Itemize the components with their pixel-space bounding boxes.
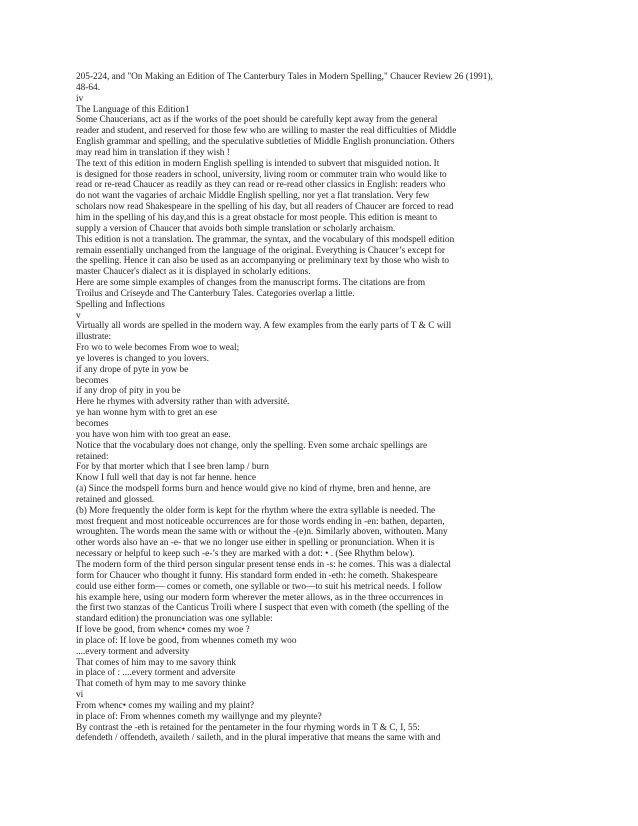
text-line: That cometh of hym may to me savory thinke [76,679,246,690]
text-line: remain essentially unchanged from the language of the original. Everything is Chaucer’s except for [76,245,445,256]
text-line: read or re-read Chaucer as readily as they can read or re-read other classics in English: readers who [76,180,446,191]
text-line: defendeth / offendeth, availeth / saileth, and in the plural imperative that means the same with and [76,733,441,744]
text-line: vi [76,690,84,701]
text-line: Know I full well that day is not far henne. hence [76,473,256,484]
text-line: retained: [76,451,109,462]
text-line: supply a version of Chaucer that avoids both simple translation or scholarly archaism. [76,223,396,234]
text-line: scholars now read Shakespeare in the spelling of his day, but all readers of Chaucer are forced to read [76,202,454,213]
text-line: the spelling. Hence it can also be used as an accompanying or preliminary text by those who wish to [76,256,450,267]
text-line: is designed for those readers in school, university, living room or commuter train who would like to [76,169,447,180]
text-line: master Chaucer's dialect as it is displayed in scholarly editions. [76,267,311,278]
text-line: in place of : ....every torment and adversite [76,668,236,679]
text-line: Spelling and Inflections [76,299,165,310]
text-line: retained and glossed. [76,494,155,505]
text-line: becomes [76,419,109,429]
text-line: may read him in translation if they wish ! [76,147,230,158]
text-line: Here he rhymes with adversity rather than with adversité. [76,397,290,408]
text-line: (b) More frequently the older form is kept for the rhythm where the extra syllable is needed. The [76,505,436,516]
text-line: wroughten. The words mean the same with or without the -(e)n. Similarly aboven, withouten. Many [76,527,448,538]
text-line: Virtually all words are spelled in the modern way. A few examples from the early parts of T & C will [76,321,452,332]
text-line: Here are some simple examples of changes from the manuscript forms. The citations are from [76,278,426,289]
text-line: if any drop of pity in you be [76,386,181,397]
text-line: illustrate: [76,332,112,343]
text-line: Some Chaucerians, act as if the works of the poet should be carefully kept away from the general [76,115,438,126]
text-line: Notice that the vocabulary does not change, only the spelling. Even some archaic spellings are [76,440,428,451]
text-line: standard edition) the pronunciation was one syllable: [76,614,273,625]
text-line: The Language of this Edition1 [76,104,190,115]
text-line: (a) Since the modspell forms burn and hence would give no kind of rhyme, bren and henne, are [76,484,431,495]
text-line: That comes of him may to me savory think [76,657,237,668]
text-line: in place of: From whennes cometh my waillynge and my pleynte? [76,711,322,722]
text-line: 48-64. [76,82,101,93]
text-line: the first two stanzas of the Canticus Troili where I suspect that even with cometh (the spelling of the [76,603,449,614]
text-line: could use either form— comes or cometh, one syllable or two—to suit his metrical needs. I follow [76,581,443,592]
text-line: By contrast the -eth is retained for the pentameter in the four rhyming words in T & C, I, 55: [76,722,420,733]
text-line: other words also have an -e- that we no longer use either in spelling or pronunciation. When it is [76,538,435,549]
text-line: This edition is not a translation. The grammar, the syntax, and the vocabulary of this modspell edition [76,234,455,245]
text-line: necessary or helpful to keep such -e-’s they are marked with a dot: • . (See Rhythm below). [76,549,415,560]
text-line: do not want the vagaries of archaic Middle English spelling, nor yet a flat translation. Very few [76,191,430,202]
text-line: Fro wo to wele becomes From woe to weal; [76,343,240,354]
text-line: The text of this edition in modern English spelling is intended to subvert that misguided notion. It [76,158,440,169]
text-line: ye loveres is changed to you lovers. [76,353,209,364]
text-line: For by that morter which that I see bren lamp / burn [76,462,269,473]
text-line: in place of: If love be good, from whennes cometh my woo [76,635,297,646]
text-line: form for Chaucer who thought it funny. His standard form ended in -eth: he cometh. Shakespeare [76,570,438,581]
text-line: if any drope of pyte in yow be [76,364,189,375]
text-line: 205-224, and "On Making an Edition of The Canterbury Tales in Modern Spelling," Chaucer Review 26 (1991), [76,72,493,82]
text-line: v [76,310,81,321]
text-line: reader and student, and reserved for those few who are willing to master the real difficulties of Middle [76,126,457,137]
text-line: If love be good, from whenc• comes my woe ? [76,625,250,636]
document-body [76,72,566,744]
text-line: The modern form of the third person singular present tense ends in -s: he comes. This was a dialectal [76,559,451,570]
text-line: ye han wonne hym with to gret an ese [76,408,217,419]
text-line: English grammar and spelling, and the speculative subtleties of Middle English pronunciation. Others [76,137,455,148]
text-line: his example here, using our modern form wherever the meter allows, as in the three occurrences in [76,592,444,603]
text-line: ....every torment and adversity [76,646,190,657]
text-line: him in the spelling of his day,and this is a great obstacle for most people. This edition is meant to [76,212,437,223]
text-line: Troilus and Criseyde and The Canterbury Tales. Categories overlap a little. [76,288,355,299]
text-line: iv [76,93,84,104]
text-line: becomes [76,375,109,386]
text-line: most frequent and most noticeable occurrences are for those words ending in -en: bathen, departen, [76,516,445,527]
text-line: you have won him with too great an ease. [76,429,231,440]
text-line: From whenc• comes my wailing and my plaint? [76,700,255,711]
